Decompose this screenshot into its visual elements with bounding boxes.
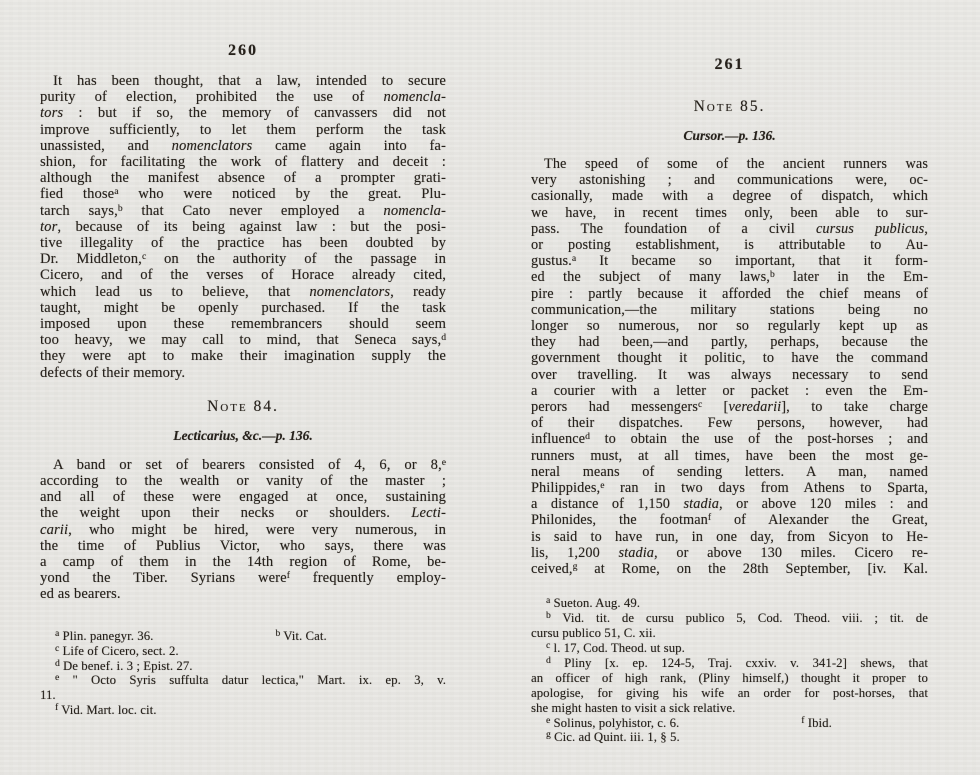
text-line: we have, in recent times only, been able to sur- <box>531 204 928 221</box>
italic-term: cursus publicus <box>815 220 925 237</box>
footnote-marker: e <box>600 481 605 492</box>
text-line: shion, for facilitating the work of flattery and deceit : <box>40 154 446 171</box>
italic-term: stadia <box>618 544 655 561</box>
page-number-left: 260 <box>228 42 258 59</box>
footnote-marker: f <box>55 703 59 714</box>
text-line: Philonides, the footman$^f$ of Alexander the Great, <box>531 512 928 529</box>
text-line: pire : partly because it afforded the chief means of <box>531 285 928 302</box>
text-line: and all of these were engaged at once, sustaining <box>40 489 446 506</box>
footnote-marker: c <box>55 643 60 654</box>
text-line: pass. The foundation of a civil cursus publicus, <box>531 220 928 237</box>
text-line: $^g$ Cic. ad Quint. iii. 1, § 5. <box>546 730 680 745</box>
paragraph-nomenclators <box>40 73 446 381</box>
page-right <box>531 56 928 745</box>
text-line: a camp of them in the 14th region of Rome, be- <box>40 554 446 571</box>
text-line: 11. <box>40 688 56 703</box>
page-left <box>40 42 446 718</box>
text-line: $^a$ Sueton. Aug. 49. <box>546 596 641 611</box>
text-line: $^c$ l. 17, Cod. Theod. ut sup. <box>546 641 685 655</box>
note-84-subheading: Lecticarius, &c.—p. 136. <box>173 427 313 443</box>
footnote-marker: c <box>546 641 551 651</box>
footnote-marker: a <box>55 628 60 639</box>
footnote-marker: b <box>275 628 281 639</box>
text-line: $^e$ Solinus, polyhistor, c. 6. $^f$ Ibid. <box>546 715 832 730</box>
footnote-marker: d <box>55 658 60 669</box>
text-line: unassisted, and nomenclators came again into fa- <box>40 137 447 154</box>
text-line: $^f$ Vid. Mart. loc. cit. <box>55 703 157 718</box>
text-line: ed the subject of many laws,$^b$ later in the Em- <box>531 269 928 286</box>
footnote-marker: b <box>546 611 551 622</box>
text-line: they had been,—and partly, perhaps, because the <box>531 334 928 351</box>
text-line: $^c$ Life of Cicero, sect. 2. <box>55 643 179 658</box>
footnote-marker: d <box>441 333 446 344</box>
text-line: they were apt to make their imagination supply the <box>40 348 446 365</box>
text-line: yond the Tiber. Syrians were$^f$ frequently employ- <box>40 570 446 587</box>
text-line: although the manifest absence of a prompter grati- <box>40 170 446 187</box>
text-line: tarch says,$^b$ that Cato never employed a nomencla- <box>40 202 446 219</box>
text-line: ed as bearers. <box>40 586 121 603</box>
text-line: runners must, at all times, have been the most ge- <box>531 447 928 464</box>
text-line: a distance of 1,150 stadia, or above 120 miles : and <box>531 496 928 513</box>
paragraph-lecticarius <box>40 457 446 603</box>
footnote-marker: c <box>697 400 703 411</box>
text-line: Dr. Middleton,$^c$ on the authority of the passage in <box>40 251 447 268</box>
text-line: of their dispatches. Few persons, however, had <box>531 415 928 432</box>
text-line: an officer of high rank, (Pliny himself,) thought it proper to <box>531 670 928 685</box>
text-line: taught, might be openly purchased. If the task <box>40 299 446 316</box>
text-line: Philippides,$^e$ ran in two days from Athens to Sparta, <box>531 480 928 497</box>
text-line: longer so numerous, nor so regularly kept up as <box>531 318 928 335</box>
text-line: gustus.$^a$ It became so important, that it form- <box>531 253 928 270</box>
text-line: $^a$ Plin. panegyr. 36. $^b$ Vit. Cat. <box>55 628 327 643</box>
text-line: lis, 1,200 stadia, or above 130 miles. Cicero re- <box>531 544 928 561</box>
text-line: casionally, made with a degree of dispatch, which <box>531 188 928 205</box>
text-line: is said to have run, in one day, from Sicyon to He- <box>531 528 928 545</box>
footnote-marker: e <box>546 715 551 726</box>
paragraph-cursor <box>531 156 928 577</box>
footnote-marker: a <box>571 254 577 265</box>
text-line: or posting establishment, is attributable to Au- <box>531 237 928 254</box>
footnote-marker: f <box>707 513 712 524</box>
italic-term: stadia <box>683 496 720 513</box>
text-line: cursu publico 51, C. xii. <box>531 626 656 641</box>
footnote-marker: a <box>546 596 551 607</box>
text-line: government thought it politic, to have the command <box>531 350 928 367</box>
text-line: ceived,$^g$ at Rome, on the 28th September, [iv. Kal. <box>531 561 928 578</box>
text-line: too heavy, we may call to mind, that Seneca says,$^d$ <box>40 332 446 349</box>
note-85-subheading: Cursor.—p. 136. <box>683 128 776 143</box>
italic-term: nomenclators <box>309 283 391 300</box>
footnote-marker: f <box>801 715 805 726</box>
footnote-marker: g <box>546 730 551 741</box>
italic-term: nomencla- <box>383 89 446 106</box>
footnote-marker: e <box>55 673 60 684</box>
footnotes-right <box>531 596 928 745</box>
note-85-heading: Note 85. <box>693 98 766 115</box>
text-line: $^e$ " Octo Syris suffulta datur lectica," Mart. ix. ep. 3, v. <box>55 673 446 688</box>
text-line: Cicero, and of the verses of Horace already cited, <box>40 267 446 284</box>
text-line: fied those$^a$ who were noticed by the great. Plu- <box>40 186 446 203</box>
text-line: the time of Publius Victor, who says, there was <box>40 537 446 554</box>
text-line: purity of election, prohibited the use of nomencla- <box>40 89 446 106</box>
text-line: improve sufficiently, to let them perform the task <box>40 121 446 138</box>
text-line: over travelling. It was always necessary to send <box>531 366 928 383</box>
footnote-marker: g <box>572 562 578 573</box>
text-line: very astonishing ; and communications were, oc- <box>531 172 928 189</box>
text-line: neral means of sending letters. A man, named <box>531 463 928 480</box>
italic-term: tor <box>40 218 58 235</box>
text-line: perors had messengers$^c$ [veredarii], to take charge <box>531 399 928 416</box>
text-line: a courier with a letter or packet : even the Em- <box>531 382 928 399</box>
footnote-marker: e <box>441 457 446 468</box>
text-line: A band or set of bearers consisted of 4, 6, or 8,$^e$ <box>53 456 446 473</box>
italic-term: carii <box>40 521 69 538</box>
text-line: It has been thought, that a law, intended to secure <box>53 73 446 89</box>
text-line: $^d$ De benef. i. 3 ; Epist. 27. <box>55 658 193 673</box>
note-84-heading: Note 84. <box>207 397 279 415</box>
text-line: defects of their memory. <box>40 364 186 381</box>
footnote-marker: d <box>585 432 590 443</box>
text-line: communication,—the military stations being no <box>531 301 928 318</box>
footnote-marker: d <box>546 655 551 666</box>
text-line: the weight upon their necks or shoulders. Lecti- <box>40 505 446 522</box>
text-line: $^d$ Pliny [x. ep. 124-5, Traj. cxxiv. v. 341-2] shews, that <box>546 655 928 670</box>
italic-term: nomenclators <box>171 137 253 154</box>
text-line: which lead us to believe, that nomenclators, ready <box>40 283 446 300</box>
text-line: tive illegality of the practice has been doubted by <box>40 235 446 252</box>
footnote-marker: f <box>286 571 290 582</box>
footnotes-left <box>40 629 446 718</box>
text-line: tor, because of its being against law : but the posi- <box>40 218 446 235</box>
text-line: carii, who might be hired, were very numerous, in <box>40 521 446 538</box>
text-line: she might hasten to visit a sick relative. <box>531 700 736 715</box>
text-line: The speed of some of the ancient runners was <box>544 156 928 172</box>
footnote-marker: a <box>114 187 119 198</box>
text-line: apologise, for giving his wife an order for post-horses, that <box>531 685 928 700</box>
italic-term: Lecti- <box>411 505 446 522</box>
page-number-right: 261 <box>714 56 745 73</box>
footnote-marker: b <box>769 270 775 281</box>
footnote-marker: b <box>117 203 123 214</box>
italic-term: nomencla- <box>383 202 446 219</box>
text-line: imposed upon these remembrancers should seem <box>40 316 446 333</box>
text-line: influence$^d$ to obtain the use of the post-horses ; and <box>531 431 928 448</box>
text-line: according to the wealth or vanity of the master ; <box>40 473 446 490</box>
text-line: $^b$ Vid. tit. de cursu publico 5, Cod. Theod. viii. ; tit. de <box>546 611 928 626</box>
footnote-marker: c <box>141 252 147 263</box>
text-line: tors : but if so, the memory of canvassers did not <box>40 105 446 122</box>
italic-term: veredarii <box>728 399 782 416</box>
italic-term: tors <box>40 105 64 122</box>
